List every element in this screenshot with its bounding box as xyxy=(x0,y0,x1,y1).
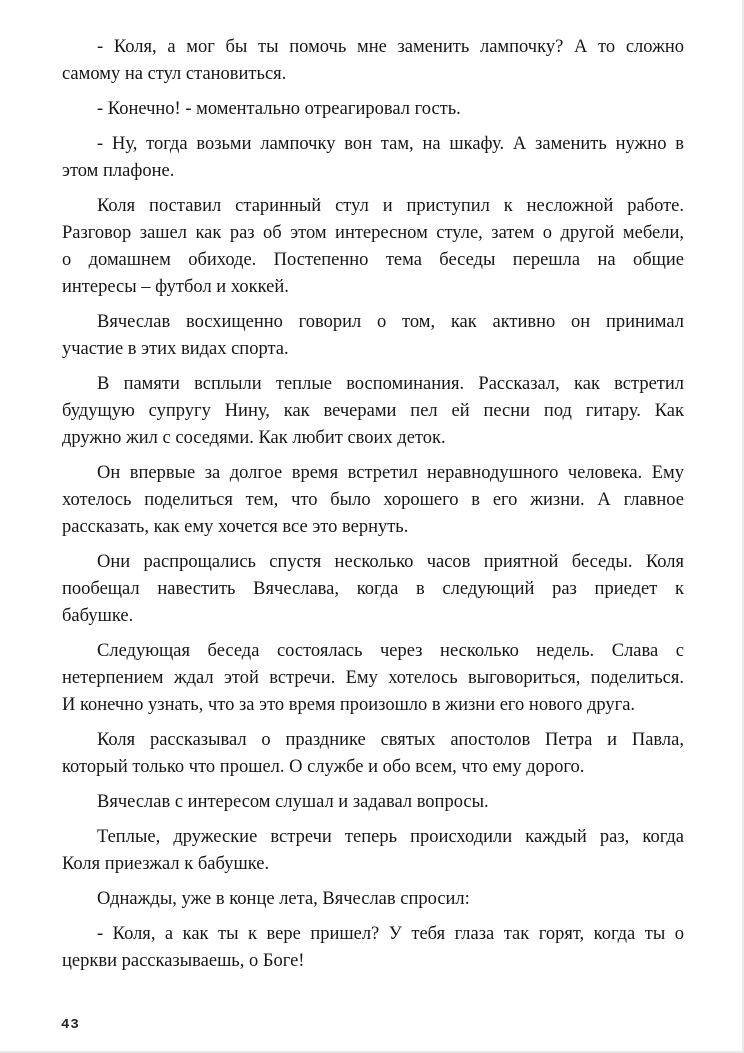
text-line: о домашнем обиходе. Постепенно тема беседы перешла на общие xyxy=(62,250,684,270)
text-line: - Коля, а как ты к вере пришел? У тебя глаза так горят, когда ты о xyxy=(97,924,684,944)
paragraph xyxy=(62,886,684,913)
text-line: В памяти всплыли теплые воспоминания. Рассказал, как встретил xyxy=(97,374,684,394)
text-line: самому на стул становиться. xyxy=(62,64,287,84)
page-number: 43 xyxy=(61,1017,80,1033)
text-line: бабушке. xyxy=(62,606,134,626)
text-line: этом плафоне. xyxy=(62,161,175,181)
paragraph xyxy=(62,824,684,878)
text-line: Вячеслав восхищенно говорил о том, как активно он принимал xyxy=(97,312,684,332)
text-line: нетерпением ждал этой встречи. Ему хотелось выговориться, поделиться. xyxy=(62,668,684,688)
paragraph xyxy=(62,638,684,719)
paragraph xyxy=(62,193,684,301)
paragraph xyxy=(62,921,684,975)
text-line: интересы – футбол и хоккей. xyxy=(62,277,289,297)
text-line: И конечно узнать, что за это время произошло в жизни его нового друга. xyxy=(62,695,636,715)
text-line: - Конечно! - моментально отреагировал гость. xyxy=(97,99,461,119)
paragraph xyxy=(62,96,684,123)
text-line: пообещал навестить Вячеслава, когда в следующий раз приедет к xyxy=(62,579,684,599)
text-line: дружно жил с соседями. Как любит своих деток. xyxy=(62,428,446,448)
paragraph xyxy=(62,371,684,452)
text-line: - Ну, тогда возьми лампочку вон там, на шкафу. А заменить нужно в xyxy=(97,134,684,154)
text-line: Коля рассказывал о празднике святых апостолов Петра и Павла, xyxy=(97,730,684,750)
text-line: будущую супругу Нину, как вечерами пел ей песни под гитару. Как xyxy=(62,401,684,421)
text-line: Однажды, уже в конце лета, Вячеслав спросил: xyxy=(97,889,470,909)
paragraph xyxy=(62,34,684,88)
paragraph xyxy=(62,460,684,541)
text-line: церкви рассказываешь, о Боге! xyxy=(62,951,305,971)
paragraph xyxy=(62,309,684,363)
text-line: Следующая беседа состоялась через несколько недель. Слава с xyxy=(97,641,684,661)
paragraph xyxy=(62,727,684,781)
text-line: который только что прошел. О службе и обо всем, что ему дорого. xyxy=(62,757,585,777)
text-line: Он впервые за долгое время встретил неравнодушного человека. Ему xyxy=(97,463,684,483)
text-line: хотелось поделиться тем, что было хорошего в его жизни. А главное xyxy=(62,490,684,510)
paragraph xyxy=(62,131,684,185)
text-line: Коля поставил старинный стул и приступил к несложной работе. xyxy=(97,196,684,216)
text-line: рассказать, как ему хочется все это вернуть. xyxy=(62,517,409,537)
text-block xyxy=(62,34,684,983)
text-line: Вячеслав с интересом слушал и задавал вопросы. xyxy=(97,792,489,812)
text-line: Теплые, дружеские встречи теперь происходили каждый раз, когда xyxy=(97,827,684,847)
text-line: Разговор зашел как раз об этом интересном стуле, затем о другой мебели, xyxy=(62,223,684,243)
text-line: - Коля, а мог бы ты помочь мне заменить лампочку? А то сложно xyxy=(97,37,684,57)
text-line: Коля приезжал к бабушке. xyxy=(62,854,270,874)
paragraph xyxy=(62,549,684,630)
paragraph xyxy=(62,789,684,816)
text-line: участие в этих видах спорта. xyxy=(62,339,289,359)
text-line: Они распрощались спустя несколько часов приятной беседы. Коля xyxy=(97,552,684,572)
